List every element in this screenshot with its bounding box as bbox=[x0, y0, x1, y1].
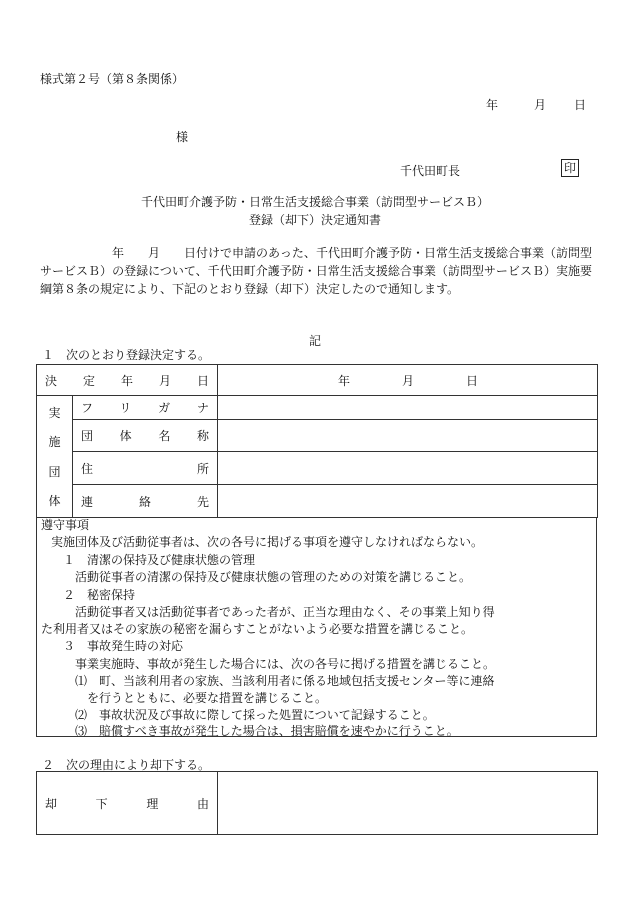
issue-date-day: 日 bbox=[574, 98, 587, 112]
contact-label: 連絡先 bbox=[73, 485, 218, 518]
form-number: 様式第２号（第８条関係） bbox=[40, 72, 185, 86]
notes-sub1-number: ⑴ bbox=[75, 674, 88, 688]
notes-sub2-number: ⑵ bbox=[75, 708, 88, 722]
table-row bbox=[37, 452, 598, 485]
body-paragraph: 年 月 日付けで申請のあった、千代田町介護予防・日常生活支援総合事業（訪問型サービスＢ）の登録について、千代田町介護予防・日常生活支援総合事業（訪問型サービスＢ）実施要綱第８条の規定により、下記のとおり登録（却下）決定したので通知します。 bbox=[40, 246, 592, 296]
decision-day: 日 bbox=[466, 373, 479, 388]
section2-heading: ２ 次の理由により却下する。 bbox=[42, 758, 211, 772]
notes-item1-title: １ 清潔の保持及び健康状態の管理 bbox=[63, 553, 256, 567]
org-name-label: 団体名称 bbox=[73, 420, 218, 452]
issuer-name: 千代田町長 bbox=[400, 164, 461, 178]
table-row bbox=[37, 396, 598, 420]
org-char: 団 bbox=[48, 464, 61, 479]
address-field[interactable] bbox=[218, 452, 598, 485]
notes-heading: 遵守事項 bbox=[41, 518, 90, 532]
notes-sub1-b: を行うとともに、必要な措置を講じること。 bbox=[87, 691, 328, 705]
furigana-field[interactable] bbox=[218, 396, 598, 420]
notes-item3-title: ３ 事故発生時の対応 bbox=[63, 639, 184, 653]
furigana-label: フリガナ bbox=[73, 396, 218, 420]
addressee-suffix: 様 bbox=[176, 130, 189, 144]
decision-month: 月 bbox=[402, 373, 415, 388]
org-char: 施 bbox=[48, 435, 61, 450]
issue-date-month: 月 bbox=[534, 98, 547, 112]
notes-item3-text: 事業実施時、事故が発生した場合には、次の各号に掲げる措置を講じること。 bbox=[75, 657, 496, 671]
ki-mark: 記 bbox=[308, 334, 321, 348]
document-title-line2: 登録（却下）決定通知書 bbox=[248, 213, 381, 227]
notes-item2-text-a: 活動従事者又は活動従事者であった者が、正当な理由なく、その事業上知り得 bbox=[75, 605, 495, 619]
notes-sub3: 賠償すべき事故が発生した場合は、損害賠償を速やかに行うこと。 bbox=[99, 724, 459, 738]
contact-field[interactable] bbox=[218, 485, 598, 518]
table-row bbox=[37, 485, 598, 518]
decision-date-value[interactable] bbox=[218, 365, 598, 396]
decision-date-label: 決定年月日 bbox=[37, 365, 218, 396]
notes-intro: 実施団体及び活動従事者は、次の各号に掲げる事項を遵守しなければならない。 bbox=[51, 535, 484, 549]
notes-item2-text-b: た利用者又はその家族の秘密を漏らすことがないよう必要な措置を講じること。 bbox=[41, 622, 474, 636]
notes-sub1-a: 町、当該利用者の家族、当該利用者に係る地域包括支援センター等に連絡 bbox=[99, 674, 495, 688]
compliance-notes bbox=[36, 517, 597, 737]
notes-sub3-number: ⑶ bbox=[75, 724, 88, 738]
issue-date bbox=[486, 96, 586, 113]
notes-sub2: 事故状況及び事故に際して採った処置について記録すること。 bbox=[99, 708, 435, 722]
table-row bbox=[37, 365, 598, 396]
org-name-field[interactable] bbox=[218, 420, 598, 452]
section1-heading: １ 次のとおり登録決定する。 bbox=[42, 348, 211, 362]
implementing-org-label bbox=[37, 396, 73, 518]
registration-table bbox=[36, 364, 598, 518]
rejection-table bbox=[36, 771, 598, 835]
notes-item1-text: 活動従事者の清潔の保持及び健康状態の管理のための対策を講じること。 bbox=[75, 570, 472, 584]
org-char: 体 bbox=[48, 494, 61, 509]
seal-mark: 印 bbox=[561, 159, 579, 177]
document-title-line1: 千代田町介護予防・日常生活支援総合事業（訪問型サービスＢ） bbox=[140, 195, 489, 209]
table-row bbox=[37, 772, 598, 835]
address-label: 住所 bbox=[73, 452, 218, 485]
rejection-reason-field[interactable] bbox=[218, 772, 598, 835]
decision-year: 年 bbox=[338, 373, 351, 388]
org-char: 実 bbox=[48, 405, 61, 420]
rejection-reason-label: 却下理由 bbox=[37, 772, 218, 835]
issue-date-year: 年 bbox=[486, 98, 499, 112]
notes-item2-title: ２ 秘密保持 bbox=[63, 588, 136, 602]
table-row bbox=[37, 420, 598, 452]
